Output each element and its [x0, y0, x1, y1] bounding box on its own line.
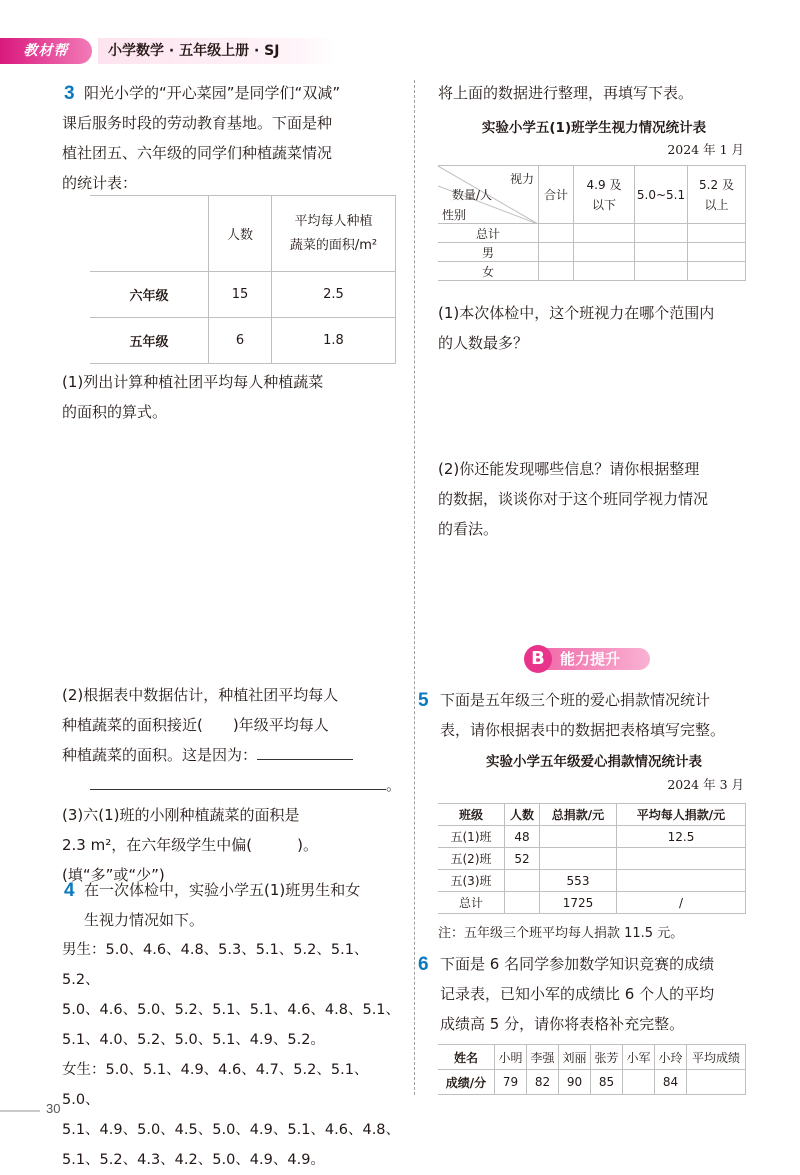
q3-header-area [272, 196, 396, 272]
q4-col-high [688, 166, 746, 224]
q6-score-4: 85 [591, 1070, 623, 1095]
q5-row4-total: 1725 [540, 892, 617, 914]
q4-row-girls: 女 [438, 262, 539, 281]
q3-answer-blank-inline[interactable] [257, 741, 353, 760]
q6-score-table [438, 1044, 746, 1095]
q4-cell[interactable] [539, 243, 574, 262]
q3-row-grade5-area: 1.8 [272, 318, 396, 364]
q6-name-6: 小玲 [655, 1045, 687, 1070]
q6-name-1: 小明 [495, 1045, 527, 1070]
q6-score-6: 84 [655, 1070, 687, 1095]
q3-part2-period: 。 [386, 776, 402, 794]
q3-part1-line1: (1)列出计算种植社团平均每人种植蔬菜 [62, 373, 324, 391]
q4-col-high-1: 5.2 及 [699, 177, 734, 192]
q3-header-area-line2: 蔬菜的面积/m² [289, 237, 378, 253]
q5-row2-total[interactable] [540, 848, 617, 870]
q4-diagonal-header [438, 166, 539, 224]
q6-name-2: 李强 [527, 1045, 559, 1070]
q5-row1-class: 五(1)班 [438, 826, 505, 848]
q3-intro-3: 植社团五、六年级的同学们种植蔬菜情况 [62, 144, 333, 162]
q4-col-total: 合计 [539, 166, 574, 224]
q3-header-people: 人数 [209, 196, 272, 272]
question-6-number: 6 [418, 954, 429, 975]
q6-row-score-label: 成绩/分 [438, 1070, 495, 1095]
q3-intro-2: 课后服务时段的劳动教育基地。下面是种 [62, 114, 333, 132]
q3-part2-line4 [62, 770, 402, 800]
q4-col-low-1: 4.9 及 [586, 177, 622, 192]
q4-cell[interactable] [688, 224, 746, 243]
q4-cell[interactable] [574, 243, 635, 262]
q4-row-total: 总计 [438, 224, 539, 243]
q6-name-4: 张芳 [591, 1045, 623, 1070]
q5-note: 注：五年级三个班平均每人捐款 11.5 元。 [438, 926, 684, 941]
q4-boys-3: 5.1、4.0、5.2、5.0、5.1、4.9、5.2。 [62, 1032, 325, 1048]
q5-row2-people: 52 [505, 848, 540, 870]
q4-vision-table [438, 165, 746, 281]
q3-part2-line1: (2)根据表中数据估计，种植社团平均每人 [62, 686, 339, 704]
q3-row-grade6-people: 15 [209, 272, 272, 318]
q5-table-date: 2024 年 3 月 [667, 777, 744, 792]
q5-header-total: 总捐款/元 [540, 804, 617, 826]
q4-part2-line1: (2)你还能发现哪些信息？请你根据整理 [438, 460, 700, 478]
q4-part2 [438, 454, 756, 544]
q3-header-area-line1: 平均每人种植 [294, 213, 373, 229]
q4-continued [438, 78, 750, 108]
q3-intro-1: 阳光小学的“开心菜园”是同学们“双减” [84, 84, 341, 102]
q5-row1-total[interactable] [540, 826, 617, 848]
q6-intro-3: 成绩高 5 分，请你将表格补充完整。 [440, 1015, 685, 1033]
q4-cell[interactable] [635, 262, 688, 281]
q5-table-title: 实验小学五年级爱心捐款情况统计表 [486, 754, 702, 770]
page-footer [0, 1100, 70, 1120]
q6-score-1: 79 [495, 1070, 527, 1095]
q6-header-average: 平均成绩 [687, 1045, 746, 1070]
q4-table-date: 2024 年 1 月 [667, 142, 744, 157]
question-3-number: 3 [64, 83, 75, 104]
q5-row1-people: 48 [505, 826, 540, 848]
q5-row3-total: 553 [540, 870, 617, 892]
q5-header-class: 班级 [438, 804, 505, 826]
diag-label-gender: 性别 [442, 208, 467, 222]
q4-table-title: 实验小学五(1)班学生视力情况统计表 [481, 120, 707, 136]
q6-intro-2: 记录表，已知小军的成绩比 6 个人的平均 [440, 985, 715, 1003]
q3-part2 [62, 680, 402, 800]
q4-part2-line3: 的看法。 [438, 520, 499, 538]
q4-cell[interactable] [539, 224, 574, 243]
q5-row4-average: / [617, 892, 746, 914]
q4-part1-line2: 的人数最多？ [438, 334, 529, 352]
q4-girls-2: 5.1、4.9、5.0、4.5、5.0、4.9、5.1、4.6、4.8、 [62, 1122, 401, 1138]
diag-label-vision: 视力 [509, 172, 534, 186]
q5-row3-average[interactable] [617, 870, 746, 892]
q3-intro-4: 的统计表： [62, 174, 138, 192]
q4-part1 [438, 298, 756, 358]
section-b-letter: B [524, 645, 552, 673]
q4-cell[interactable] [688, 243, 746, 262]
q4-col-mid: 5.0~5.1 [635, 166, 688, 224]
q5-row2-class: 五(2)班 [438, 848, 505, 870]
q4-intro-1: 在一次体检中，实验小学五(1)班男生和女 [84, 881, 361, 899]
q3-part3-line2: 2.3 m²，在六年级学生中偏( )。 [62, 836, 318, 854]
q4-cell[interactable] [688, 262, 746, 281]
section-b-title: 能力提升 [542, 648, 650, 670]
q6-header-name: 姓名 [438, 1045, 495, 1070]
q6-intro-1: 下面是 6 名同学参加数学知识竞赛的成绩 [440, 955, 715, 973]
q4-boys-2: 5.0、4.6、5.0、5.2、5.1、5.1、4.6、4.8、5.1、 [62, 1002, 401, 1018]
section-b-banner [524, 645, 650, 673]
q6-score-average[interactable] [687, 1070, 746, 1095]
q4-boys-1: 男生：5.0、4.6、4.8、5.3、5.1、5.2、5.1、5.2、 [62, 942, 369, 988]
book-title: 小学数学 · 五年级上册 · SJ [98, 38, 334, 64]
q5-header-people: 人数 [505, 804, 540, 826]
q5-row4-people[interactable] [505, 892, 540, 914]
q3-part2-line3 [62, 740, 402, 770]
q4-cell[interactable] [574, 262, 635, 281]
q4-cell[interactable] [539, 262, 574, 281]
question-4-number: 4 [64, 880, 75, 901]
q5-header-average: 平均每人捐款/元 [617, 804, 746, 826]
q5-row1-average: 12.5 [617, 826, 746, 848]
q4-block [62, 875, 402, 1175]
q4-part1-line1: (1)本次体检中，这个班视力在哪个范围内 [438, 304, 715, 322]
q4-cell[interactable] [635, 243, 688, 262]
q3-row-grade6-label: 六年级 [90, 272, 209, 318]
q5-intro-2: 表，请你根据表中的数据把表格填写完整。 [440, 721, 726, 739]
q6-score-2: 82 [527, 1070, 559, 1095]
question-5-number: 5 [418, 690, 429, 711]
q6-intro [440, 949, 758, 1039]
q6-name-3: 刘丽 [559, 1045, 591, 1070]
q3-part3-line3: (填“多”或“少”) [62, 866, 165, 884]
q4-col-low-2: 以下 [591, 197, 616, 212]
q5-intro [440, 685, 758, 745]
column-divider [414, 80, 415, 1095]
q6-score-5[interactable] [623, 1070, 655, 1095]
q5-row3-class: 五(3)班 [438, 870, 505, 892]
brand-badge: 教材帮 [0, 38, 92, 64]
q4-girls-3: 5.1、5.2、4.3、4.2、5.0、4.9、4.9。 [62, 1152, 325, 1168]
q4-col-high-2: 以上 [704, 197, 729, 212]
page-header [0, 38, 330, 64]
q3-empty-header [90, 196, 209, 272]
left-column [62, 78, 398, 198]
q6-score-3: 90 [559, 1070, 591, 1095]
q3-row-grade6-area: 2.5 [272, 272, 396, 318]
q5-row4-class: 总计 [438, 892, 505, 914]
diag-label-count: 数量/人 [452, 188, 493, 202]
q5-intro-1: 下面是五年级三个班的爱心捐款情况统计 [440, 691, 711, 709]
q3-part3-line1: (3)六(1)班的小刚种植蔬菜的面积是 [62, 806, 300, 824]
q5-row2-average[interactable] [617, 848, 746, 870]
q5-donation-table [438, 803, 746, 914]
q3-part2-line2: 种植蔬菜的面积接近( )年级平均每人 [62, 716, 329, 734]
q3-part1 [62, 367, 402, 427]
q3-planting-table [90, 195, 396, 364]
q3-row-grade5-label: 五年级 [90, 318, 209, 364]
q4-instruction: 将上面的数据进行整理，再填写下表。 [438, 84, 694, 102]
q4-part2-line2: 的数据，谈谈你对于这个班同学视力情况 [438, 490, 709, 508]
q3-answer-blank-full[interactable] [90, 771, 386, 790]
q4-cell[interactable] [635, 224, 688, 243]
q4-intro-2: 生视力情况如下。 [84, 911, 205, 929]
footer-rule [0, 1110, 40, 1112]
q4-girls-1: 女生：5.0、5.1、4.9、4.6、4.7、5.2、5.1、5.0、 [62, 1062, 369, 1108]
q4-cell[interactable] [574, 224, 635, 243]
q3-row-grade5-people: 6 [209, 318, 272, 364]
q3-part1-line2: 的面积的算式。 [62, 403, 168, 421]
page-number: 30 [46, 1101, 61, 1116]
q4-col-low [574, 166, 635, 224]
q4-row-boys: 男 [438, 243, 539, 262]
q5-row3-people[interactable] [505, 870, 540, 892]
q6-name-5: 小军 [623, 1045, 655, 1070]
q3-part2-line3-text: 种植蔬菜的面积。这是因为： [62, 746, 258, 764]
